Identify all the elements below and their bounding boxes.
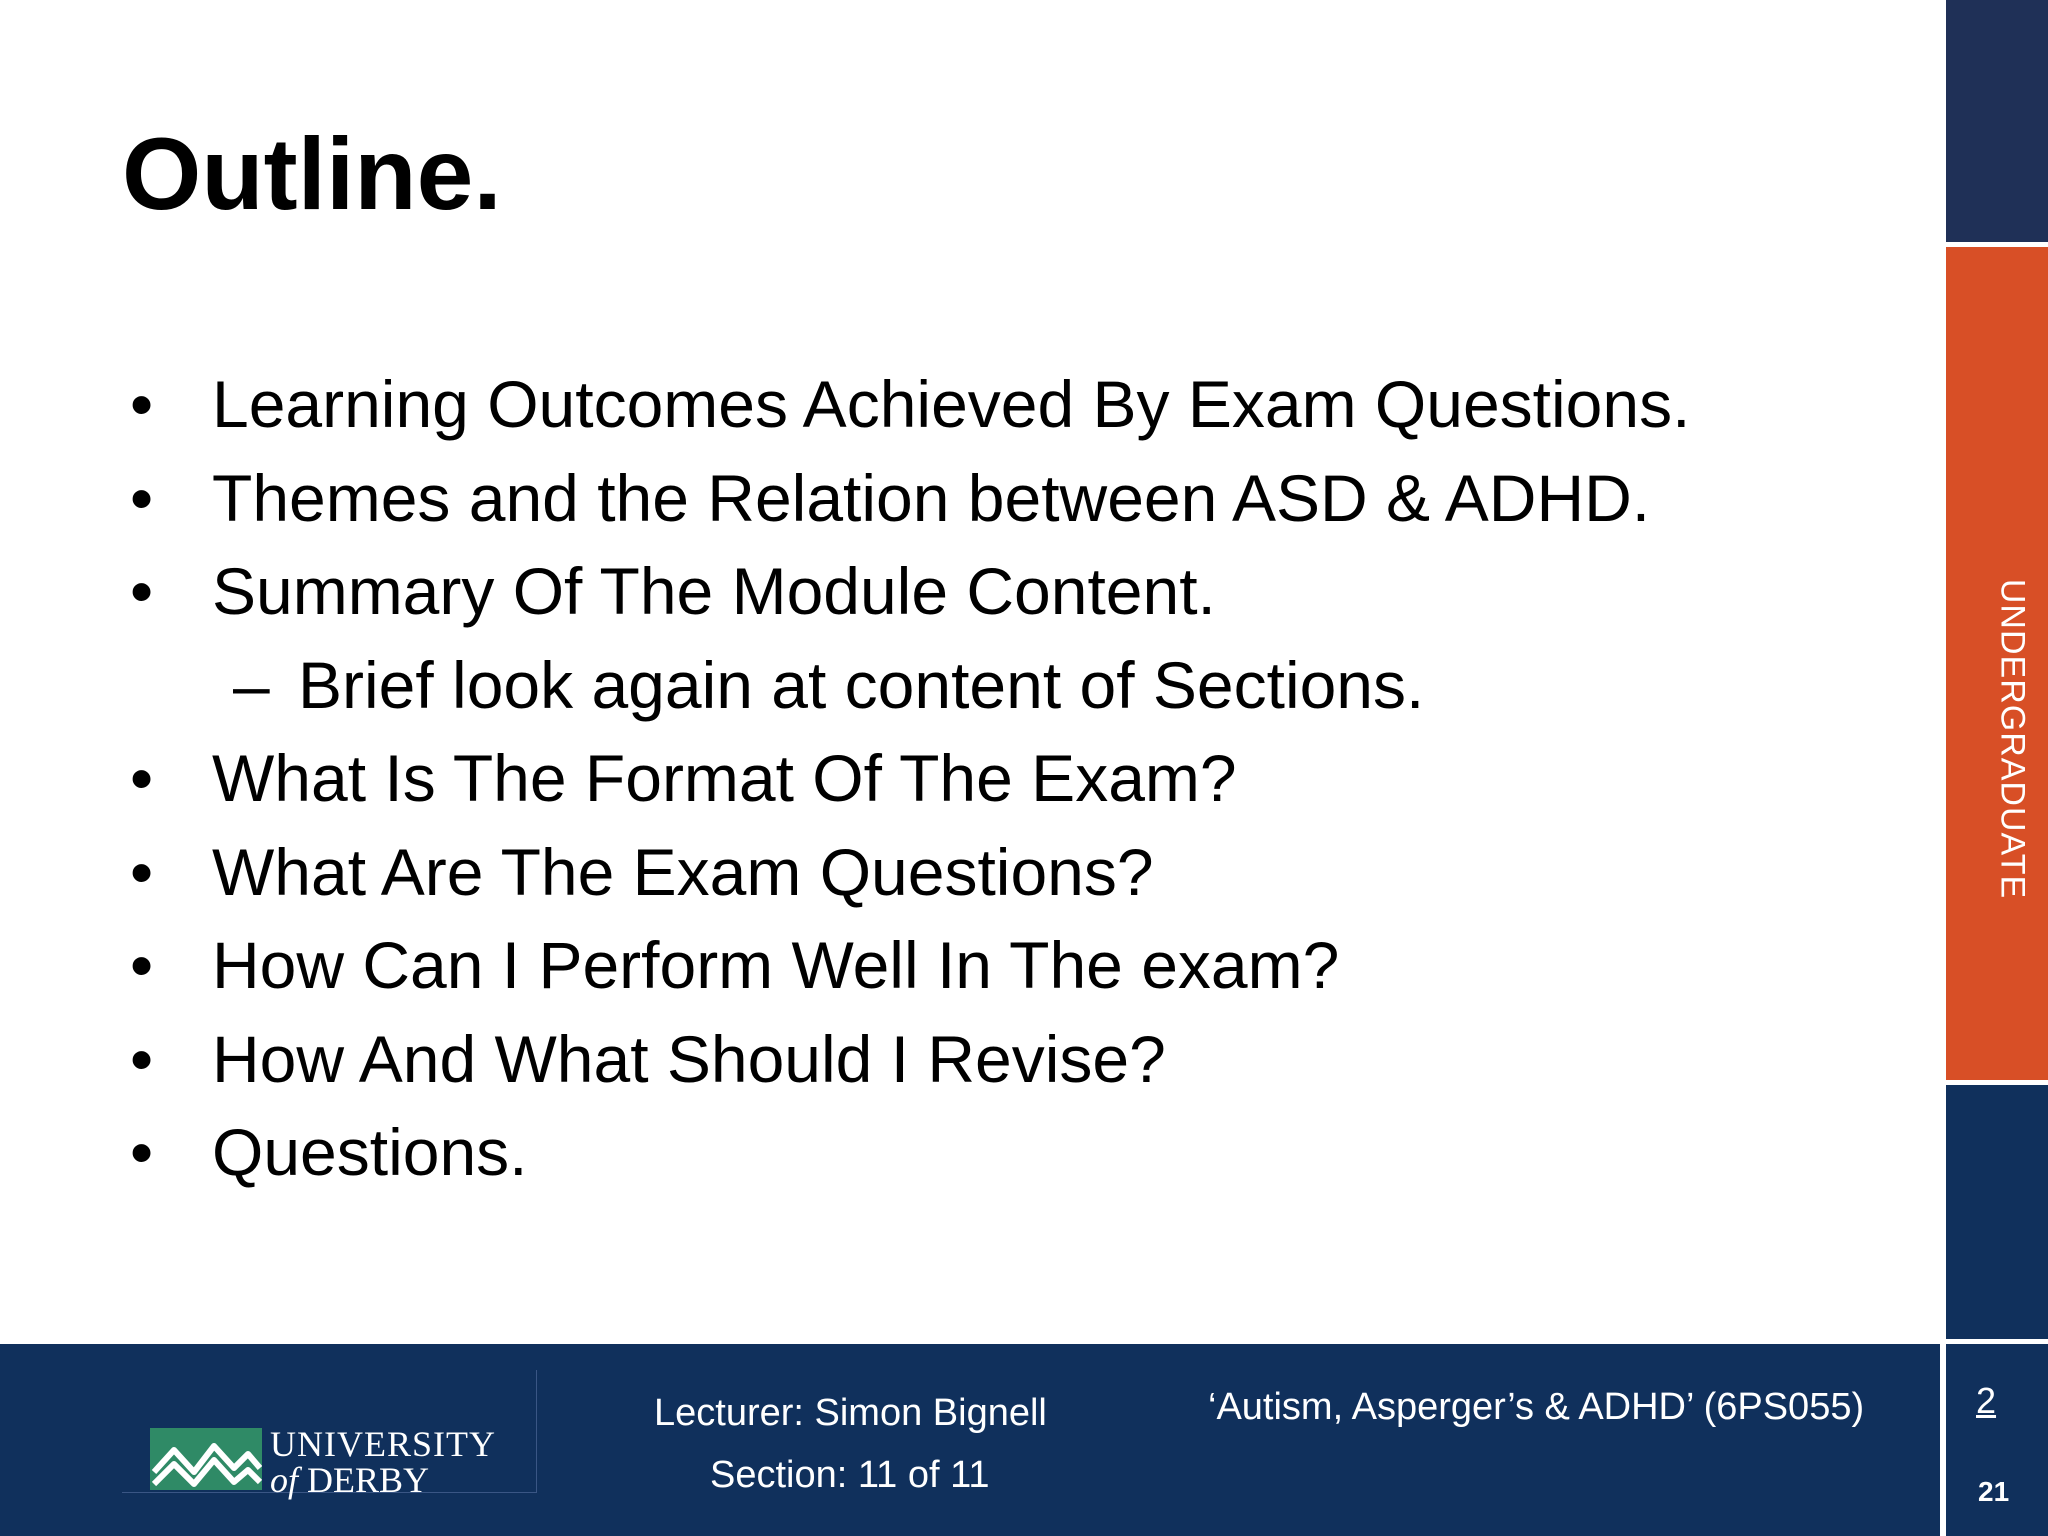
bullet: • xyxy=(130,834,154,909)
sub-list-item xyxy=(128,639,1690,733)
footer xyxy=(0,1344,1940,1536)
bullet: • xyxy=(130,1115,154,1189)
outline-list xyxy=(128,358,1690,1200)
bullet: • xyxy=(130,1021,154,1096)
lecturer-text: Lecturer: Simon Bignell xyxy=(654,1392,1047,1434)
logo-line-derby xyxy=(270,1462,496,1498)
list-item xyxy=(128,545,1690,639)
logo-wordmark xyxy=(270,1426,496,1498)
band-top-block xyxy=(1946,0,2048,242)
list-item xyxy=(128,732,1690,826)
slide-title: Outline. xyxy=(122,117,502,231)
list-item-text: What Is The Format Of The Exam? xyxy=(212,741,1237,815)
section-text: Section: 11 of 11 xyxy=(710,1454,990,1496)
university-logo xyxy=(122,1370,537,1500)
bullet: • xyxy=(130,460,154,535)
list-item-text: What Are The Exam Questions? xyxy=(212,834,1154,909)
list-item xyxy=(128,452,1690,546)
side-band xyxy=(1946,0,2048,1536)
list-item-text: Brief look again at content of Sections. xyxy=(298,647,1425,722)
page-link[interactable]: 2 xyxy=(1976,1380,1997,1421)
list-item xyxy=(128,1013,1690,1107)
list-item-text: Questions. xyxy=(212,1115,528,1189)
mountains-logo-icon xyxy=(150,1428,262,1490)
undergraduate-label: UNDERGRADUATE xyxy=(1993,578,2032,900)
band-orange-block xyxy=(1946,247,2048,1080)
page-number: 21 xyxy=(1978,1476,2010,1507)
list-item xyxy=(128,919,1690,1013)
list-item xyxy=(128,826,1690,920)
bullet: • xyxy=(130,367,154,441)
bullet: • xyxy=(130,554,154,628)
logo-line-university: UNIVERSITY xyxy=(270,1424,496,1464)
band-mid-block xyxy=(1946,1085,2048,1339)
list-item xyxy=(128,358,1690,452)
module-title: ‘Autism, Asperger’s & ADHD’ (6PS055) xyxy=(1208,1386,1865,1428)
logo-derby: DERBY xyxy=(307,1460,430,1500)
logo-of: of xyxy=(270,1460,299,1500)
list-item xyxy=(128,1106,1690,1200)
bullet: • xyxy=(130,741,154,815)
list-item-text: Learning Outcomes Achieved By Exam Questions. xyxy=(212,367,1691,441)
bullet: • xyxy=(130,928,154,1002)
dash-bullet: – xyxy=(233,647,270,722)
list-item-text: Summary Of The Module Content. xyxy=(212,554,1216,628)
list-item-text: Themes and the Relation between ASD & ADHD. xyxy=(212,460,1651,535)
list-item-text: How Can I Perform Well In The exam? xyxy=(212,928,1340,1002)
list-item-text: How And What Should I Revise? xyxy=(212,1021,1166,1096)
